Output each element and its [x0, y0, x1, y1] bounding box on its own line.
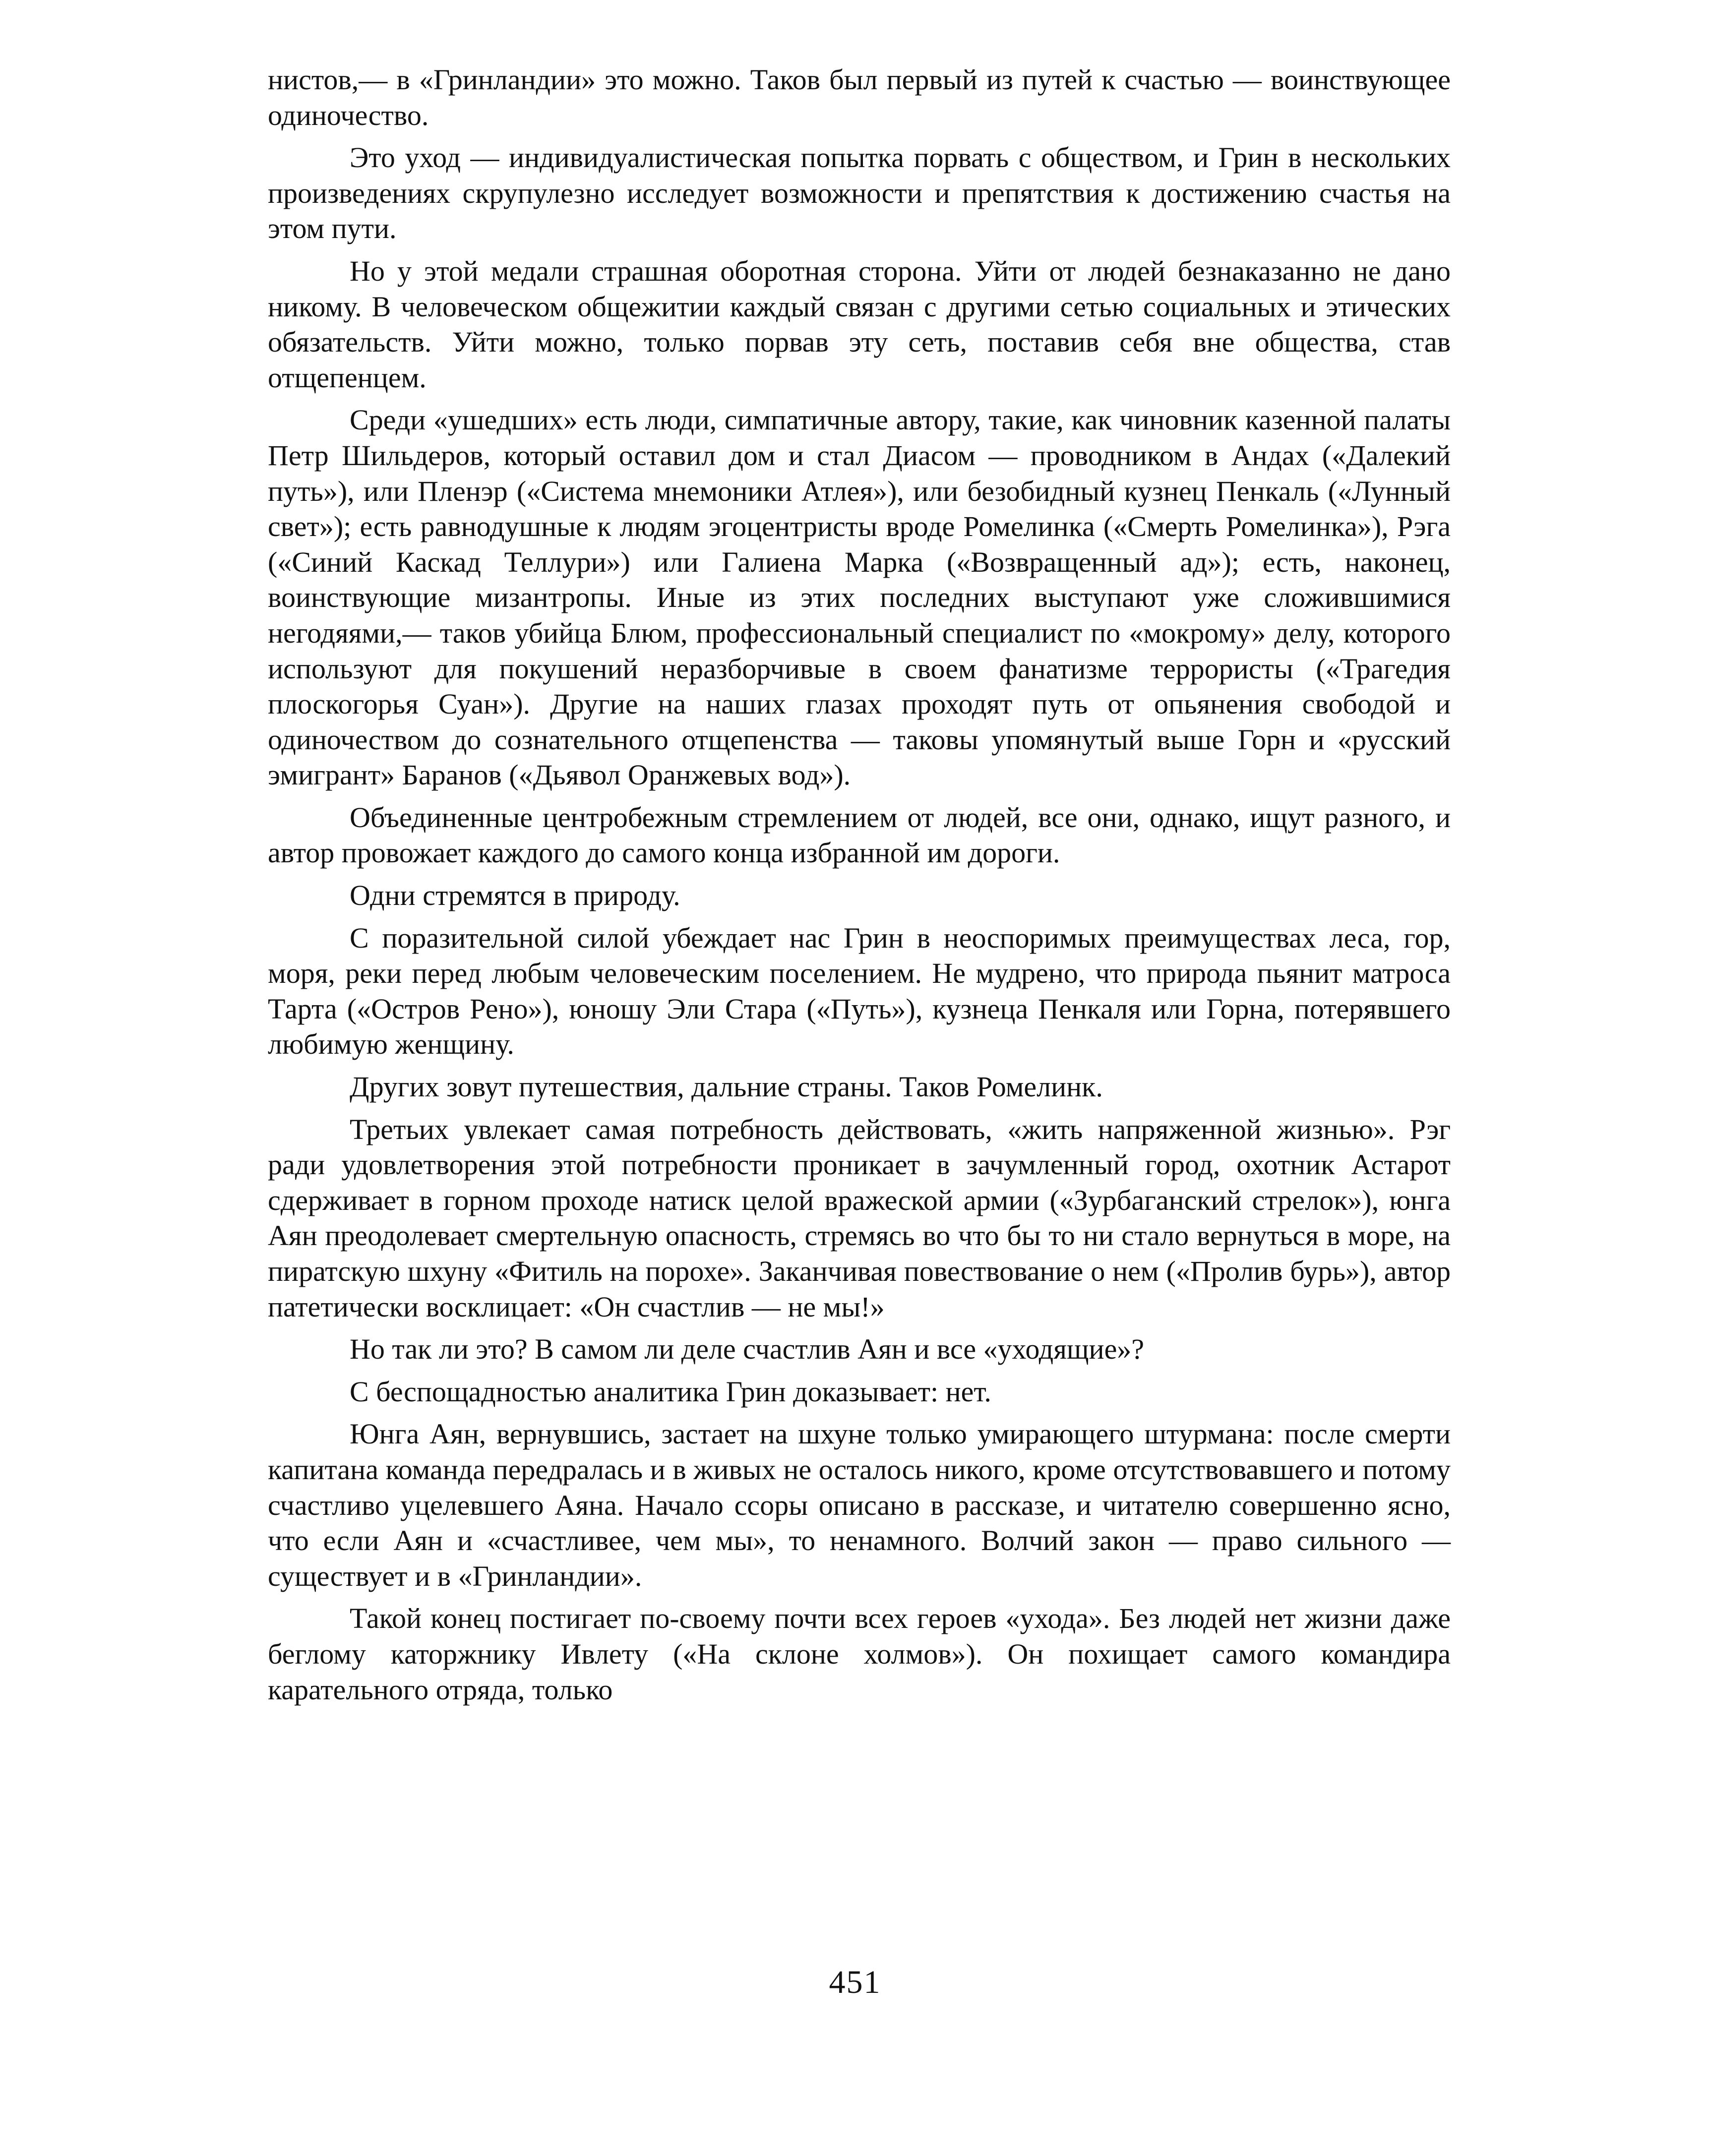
paragraph-13: Такой конец постигает по-своему почти всех героев «ухода». Без людей нет жизни даже беглому каторжнику Ивлету («На склоне холмов»). Он похищает самого командира карательного отряда, только	[268, 1602, 1451, 1706]
paragraph-11: С беспощадностью аналитика Грин доказывает: нет.	[350, 1375, 991, 1408]
paragraph-10: Но так ли это? В самом ли деле счастлив Аян и все «уходящие»?	[350, 1333, 1145, 1366]
paragraph-9: Третьих увлекает самая потребность действовать, «жить напряженной жизнью». Рэг ради удовлетворения этой потребности проникает в зачумленный город, охотник Астарот сдерживает в горном проходе натиск целой вражеской армии («Зурбаганский стрелок»), юнга Аян преодолевает смертельную опасность, стремясь во что бы то ни стало вернуться в море, на пиратскую шхуну «Фитиль на порохе». Заканчивая повествование о нем («Пролив бурь»), автор патетически восклицает: «Он счастлив — не мы!»	[268, 1113, 1451, 1323]
paragraph-4: Среди «ушедших» есть люди, симпатичные автору, такие, как чиновник казенной палаты Петр Шильдеров, который оставил дом и стал Диасом — проводником в Андах («Далекий путь»), или Пленэр («Система мнемоники Атлея»), или безобидный кузнец Пенкаль («Лунный свет»); есть равнодушные к людям эгоцентристы вроде Ромелинка («Смерть Ромелинка»), Рэга («Синий Каскад Теллури») или Галиена Марка («Возвращенный ад»); есть, наконец, воинствующие мизантропы. Иные из этих последних выступают уже сложившимися негодяями,— таков убийца Блюм, профессиональный специалист по «мокрому» делу, которого используют для покушений неразборчивые в своем фанатизме террористы («Трагедия плоскогорья Суан»). Другие на наших глазах проходят путь от опьянения свободой и одиночеством до сознательного отщепенства — таковы упомянутый выше Горн и «русский эмигрант» Баранов («Дьявол Оранжевых вод»).	[268, 404, 1451, 791]
page-number: 451	[829, 1964, 881, 2000]
paragraph-1: нистов,— в «Гринландии» это можно. Таков был первый из путей к счастью — воинствующее одиночество.	[268, 63, 1451, 131]
paragraph-6: Одни стремятся в природу.	[350, 879, 680, 912]
paragraph-5: Объединенные центробежным стремлением от людей, все они, однако, ищут разного, и автор провожает каждого до самого конца избранной им дороги.	[268, 801, 1451, 869]
page-body	[268, 62, 1451, 1707]
paragraph-8: Других зовут путешествия, дальние страны. Таков Ромелинк.	[350, 1071, 1103, 1103]
paragraph-3: Но у этой медали страшная оборотная сторона. Уйти от людей безнаказанно не дано никому. В человеческом общежитии каждый связан с другими сетью социальных и этических обязательств. Уйти можно, только порвав эту сеть, поставив себя вне общества, став отщепенцем.	[268, 254, 1451, 394]
paragraph-7: С поразительной силой убеждает нас Грин в неоспоримых преимуществах леса, гор, моря, реки перед любым человеческим поселением. Не мудрено, что природа пьянит матроса Тарта («Остров Рено»), юношу Эли Стара («Путь»), кузнеца Пенкаля или Горна, потерявшего любимую женщину.	[268, 921, 1451, 1061]
paragraph-12: Юнга Аян, вернувшись, застает на шхуне только умирающего штурмана: после смерти капитана команда передралась и в живых не осталось никого, кроме отсутствовавшего и потому счастливо уцелевшего Аяна. Начало ссоры описано в рассказе, и читателю совершенно ясно, что если Аян и «счастливее, чем мы», то ненамного. Волчий закон — право сильного — существует и в «Гринландии».	[268, 1418, 1451, 1592]
paragraph-2: Это уход — индивидуалистическая попытка порвать с обществом, и Грин в нескольких произведениях скрупулезно исследует возможности и препятствия к достижению счастья на этом пути.	[268, 141, 1451, 245]
